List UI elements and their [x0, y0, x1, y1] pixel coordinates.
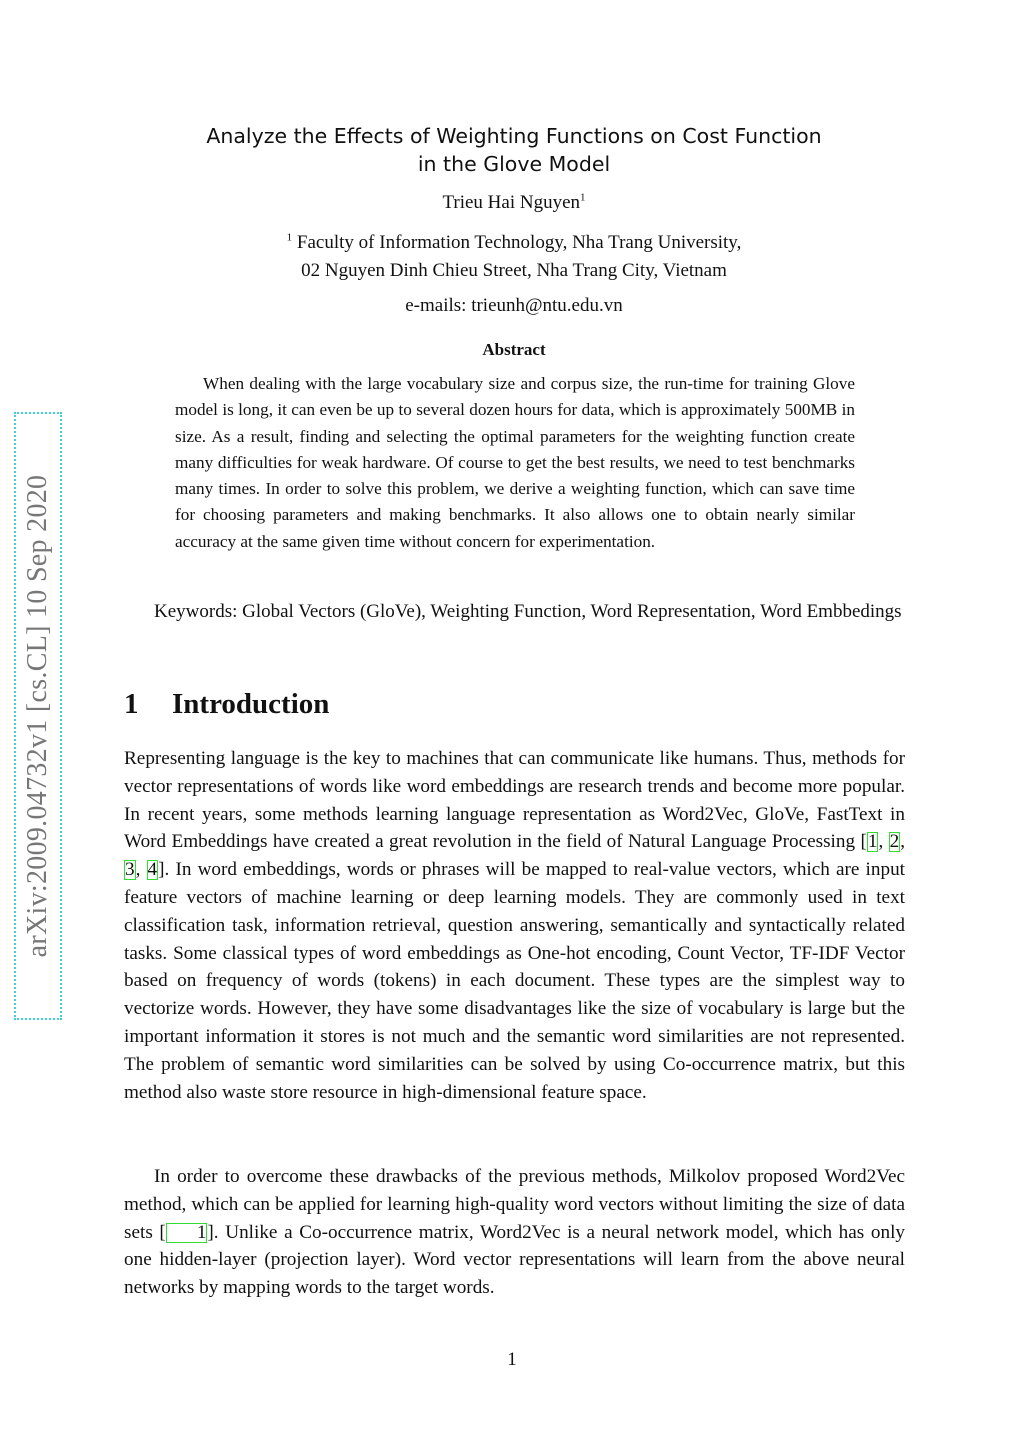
citation-link[interactable]: 3 — [125, 859, 135, 881]
email: e-mails: trieunh@ntu.edu.vn — [405, 295, 623, 316]
section-heading — [124, 688, 329, 721]
section-number: 1 — [124, 688, 139, 720]
intro-paragraph-2 — [124, 1163, 905, 1302]
title-line-1: Analyze the Effects of Weighting Functions on Cost Function — [206, 124, 822, 148]
author-name: Trieu Hai Nguyen — [442, 192, 581, 213]
author-mark: 1 — [580, 191, 586, 204]
arxiv-stamp — [14, 412, 62, 1020]
paragraph-text: ]. In word embeddings, words or phrases will be mapped to real-value vectors, which are input feature vectors of machine learning or deep learning models. They are commonly used in text classification task, information retrieval, question answering, semantically and syntactically related tasks. Some classical types of word embeddings as One-hot encoding, Count Vector, TF-IDF Vector based on frequency of words (tokens) in each document. These types are the simplest way to vectorize words. However, they have some disadvantages like the size of vocabulary is large but the important information it stores is not much and the semantic word similarities are not represented. The problem of semantic word similarities can be solved by using Co-occurrence matrix, but this method also waste store resource in high-dimensional feature space. — [124, 859, 905, 1103]
citation-link[interactable]: 1 — [166, 1223, 208, 1243]
citation-link[interactable]: 4 — [147, 859, 158, 881]
intro-paragraph-1: Representing language is the key to machines that can communicate like humans. Thus, methods for vector representations of words like word embeddings are research trends and become more popular. In recent years, some methods learning language representation as Word2Vec, GloVe, FastText in Word Embeddings have created a great revolution in the field of Natural Language Processing [1, 2, 3, 4]. In word embeddings, words or phrases will be mapped to real-value vectors, which are input feature vectors of machine learning or deep learning models. They are commonly used in text classification task, information retrieval, question answering, semantically and syntactically related tasks. Some classical types of word embeddings as One-hot encoding, Count Vector, TF-IDF Vector based on frequency of words (tokens) in each document. These types are the simplest way to vectorize words. However, they have some disadvantages like the size of vocabulary is large but the important information it stores is not much and the semantic word similarities are not represented. The problem of semantic word similarities can be solved by using Co-occurrence matrix, but this method also waste store resource in high-dimensional feature space. — [124, 748, 905, 1103]
paper-title — [124, 122, 904, 178]
affiliation-line-2: 02 Nguyen Dinh Chieu Street, Nha Trang City, Vietnam — [301, 260, 727, 281]
affiliation-mark: 1 — [286, 231, 293, 244]
paragraph-text: ]. Unlike a Co-occurrence matrix, Word2Vec is a neural network model, which has only one hidden-layer (projection layer). Word vector representations will learn from the above neural networks by mapping words to the target words. — [124, 1221, 906, 1299]
abstract-text: When dealing with the large vocabulary size and corpus size, the run-time for training Glove model is long, it can even be up to several dozen hours for data, which is approximately 500MB in size. As a result, finding and selecting the optimal parameters for the weighting function create many difficulties for weak hardware. Of course to get the best results, we need to test benchmarks many times. In order to solve this problem, we derive a weighting function, which can save time for choosing parameters and making benchmarks. It also allows one to obtain nearly similar accuracy at the same given time without concern for experimentation. — [175, 374, 855, 551]
author — [124, 192, 904, 214]
abstract-heading: Abstract — [482, 340, 546, 359]
paragraph-text: Representing language is the key to machines that can communicate like humans. Thus, methods for vector representations of words like word embeddings are research trends and become more popular. In recent years, some methods learning language representation as Word2Vec, GloVe, FastText in Word Embeddings have created a great revolution in the field of Natural Language Processing [ — [124, 748, 905, 853]
page-number: 1 — [507, 1349, 517, 1370]
paragraph-text: In order to overcome these drawbacks of the previous methods, Milkolov proposed Word2Vec method, which can be applied for learning high-quality word vectors without limiting the size of data sets [ — [124, 1166, 905, 1243]
affiliation-line-1: Faculty of Information Technology, Nha Trang University, — [296, 232, 742, 253]
citation-link[interactable]: 2 — [889, 831, 900, 853]
title-line-2: in the Glove Model — [417, 152, 611, 176]
arxiv-id: arXiv:2009.04732v1 [cs.CL] 10 Sep 2020 — [22, 474, 53, 958]
affiliation — [124, 229, 904, 285]
keywords: Keywords: Global Vectors (GloVe), Weighting Function, Word Representation, Word Embbedings — [154, 601, 902, 622]
citation-link[interactable]: 1 — [867, 831, 878, 853]
section-title: Introduction — [172, 688, 330, 720]
